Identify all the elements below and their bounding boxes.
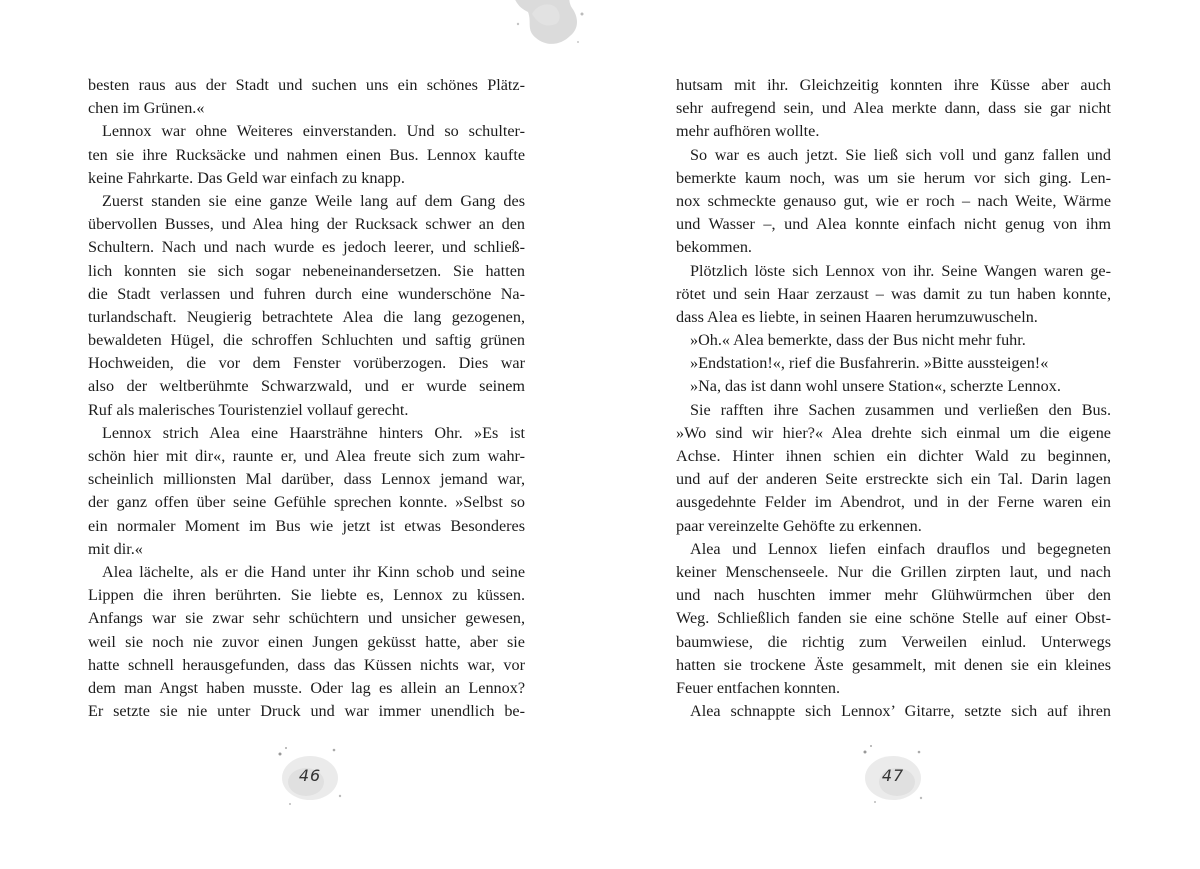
- text-line: Er setzte sie nie unter Druck und war immer unendlich be-: [88, 702, 525, 721]
- page-number: 46: [298, 766, 322, 785]
- ink-splash-decoration: [498, 0, 594, 58]
- text-line: Hochweiden, die vor dem Fenster vorüberzogen. Dies war: [88, 354, 525, 373]
- text-line: So war es auch jetzt. Sie ließ sich voll und ganz fallen und: [690, 145, 1111, 164]
- page-number-left: [270, 738, 350, 818]
- text-line: der ganz offen über seine Gefühle sprechen konnte. »Selbst so: [88, 493, 525, 512]
- text-line: »Oh.« Alea bemerkte, dass der Bus nicht mehr fuhr.: [690, 331, 1026, 350]
- text-line: Ruf als malerisches Touristenziel vollauf gerecht.: [88, 400, 409, 419]
- text-line: keiner Menschenseele. Nur die Grillen zirpten laut, und nach: [676, 562, 1111, 581]
- text-line: Anfangs war sie zwar sehr schüchtern und unsicher gewesen,: [88, 609, 525, 628]
- text-line: Achse. Hinter ihnen schien ein dichter Wald zu beginnen,: [676, 447, 1111, 465]
- text-line: Weg. Schließlich fanden sie eine schöne Stelle auf einer Obst-: [676, 609, 1111, 628]
- text-line: scheinlich millionsten Mal darüber, dass Lennox jemand war,: [88, 470, 525, 489]
- text-line: hatten sie trockene Äste gesammelt, mit denen sie ein kleines: [676, 655, 1111, 674]
- text-line: sehr aufregend sein, und Alea merkte dann, dass sie gar nicht: [676, 99, 1111, 118]
- text-line: weil sie noch nie zuvor einen Jungen geküsst hatte, aber sie: [88, 632, 525, 651]
- text-line: ten sie ihre Rucksäcke und nahmen einen Bus. Lennox kaufte: [88, 145, 525, 164]
- text-line: Schultern. Nach und nach wurde es jedoch leerer, und schließ-: [88, 238, 525, 257]
- text-line: Zuerst standen sie eine ganze Weile lang auf dem Gang des: [102, 191, 525, 210]
- text-line: und auf der anderen Seite erstreckte sich ein Tal. Darin lagen: [676, 470, 1111, 489]
- text-line: paar vereinzelte Gehöfte zu erkennen.: [676, 516, 922, 535]
- text-line: und nach huschten immer mehr Glühwürmchen über den: [676, 586, 1111, 605]
- text-line: hutsam mit ihr. Gleichzeitig konnten ihre Küsse aber auch: [676, 76, 1111, 94]
- text-line: also der weltberühmte Schwarzwald, und er wurde seinem: [88, 377, 525, 396]
- text-line: schön hier mit dir«, raunte er, und Alea freute sich zum wahr-: [88, 447, 525, 465]
- text-line: dem man Angst haben musste. Oder lag es allein an Lennox?: [88, 678, 525, 697]
- text-line: ausgedehnte Felder im Abendrot, und in der Ferne waren ein: [676, 493, 1111, 512]
- text-line: hatte schnell herausgefunden, dass das Küssen nichts war, vor: [88, 655, 525, 674]
- page-number-right: [853, 738, 933, 818]
- text-line: dass Alea es liebte, in seinen Haaren herumzuwuscheln.: [676, 307, 1038, 326]
- text-line: nox schmeckte genauso gut, wie er roch – nach Weite, Wärme: [676, 191, 1111, 210]
- text-line: mehr aufhören wollte.: [676, 122, 820, 141]
- text-line: bekommen.: [676, 238, 752, 257]
- text-line: Alea und Lennox liefen einfach drauflos und begegneten: [690, 539, 1111, 558]
- text-line: ein normaler Moment im Bus wie jetzt ist etwas Besonderes: [88, 516, 525, 535]
- text-line: die Stadt verlassen und fuhren durch eine wunderschöne Na-: [88, 284, 525, 303]
- text-line: Alea schnappte sich Lennox’ Gitarre, setzte sich auf ihren: [690, 702, 1111, 721]
- left-page-text: [88, 74, 525, 723]
- text-line: keine Fahrkarte. Das Geld war einfach zu knapp.: [88, 168, 405, 187]
- text-line: besten raus aus der Stadt und suchen uns ein schönes Plätz-: [88, 76, 525, 94]
- text-line: turlandschaft. Neugierig betrachtete Alea die lang gezogenen,: [88, 307, 525, 326]
- text-line: Plötzlich löste sich Lennox von ihr. Seine Wangen waren ge-: [690, 261, 1111, 280]
- text-line: rötet und sein Haar zerzaust – was damit zu tun haben konnte,: [676, 284, 1111, 303]
- text-line: »Wo sind wir hier?« Alea drehte sich einmal um die eigene: [676, 423, 1111, 442]
- text-line: Alea lächelte, als er die Hand unter ihr Kinn schob und seine: [102, 562, 525, 581]
- text-line: Lennox war ohne Weiteres einverstanden. Und so schulter-: [102, 122, 525, 141]
- text-line: »Endstation!«, rief die Busfahrerin. »Bitte aussteigen!«: [690, 354, 1049, 373]
- text-line: Lippen die ihren berührten. Sie liebte es, Lennox zu küssen.: [88, 586, 525, 605]
- text-line: lich konnten sie sich sogar nebeneinandersetzen. Sie hatten: [88, 261, 525, 280]
- page-number: 47: [881, 766, 905, 785]
- text-line: chen im Grünen.«: [88, 99, 205, 118]
- text-line: Lennox strich Alea eine Haarsträhne hinters Ohr. »Es ist: [102, 423, 525, 442]
- text-line: »Na, das ist dann wohl unsere Station«, scherzte Lennox.: [690, 377, 1061, 396]
- text-line: baumwiese, die richtig zum Verweilen einlud. Unterwegs: [676, 632, 1111, 651]
- text-line: Sie rafften ihre Sachen zusammen und verließen den Bus.: [690, 400, 1111, 419]
- right-page-text: [676, 74, 1111, 723]
- text-line: Feuer entfachen konnten.: [676, 678, 841, 697]
- text-line: bemerkte kaum noch, was um sie herum vor sich ging. Len-: [676, 168, 1111, 187]
- text-line: übervollen Busses, und Alea hing der Rucksack schwer an den: [88, 215, 525, 234]
- text-line: bewaldeten Hügel, die schroffen Schluchten und saftig grünen: [88, 331, 525, 350]
- text-line: und Wasser –, und Alea konnte einfach nicht genug von ihm: [676, 215, 1111, 234]
- text-line: mit dir.«: [88, 539, 143, 558]
